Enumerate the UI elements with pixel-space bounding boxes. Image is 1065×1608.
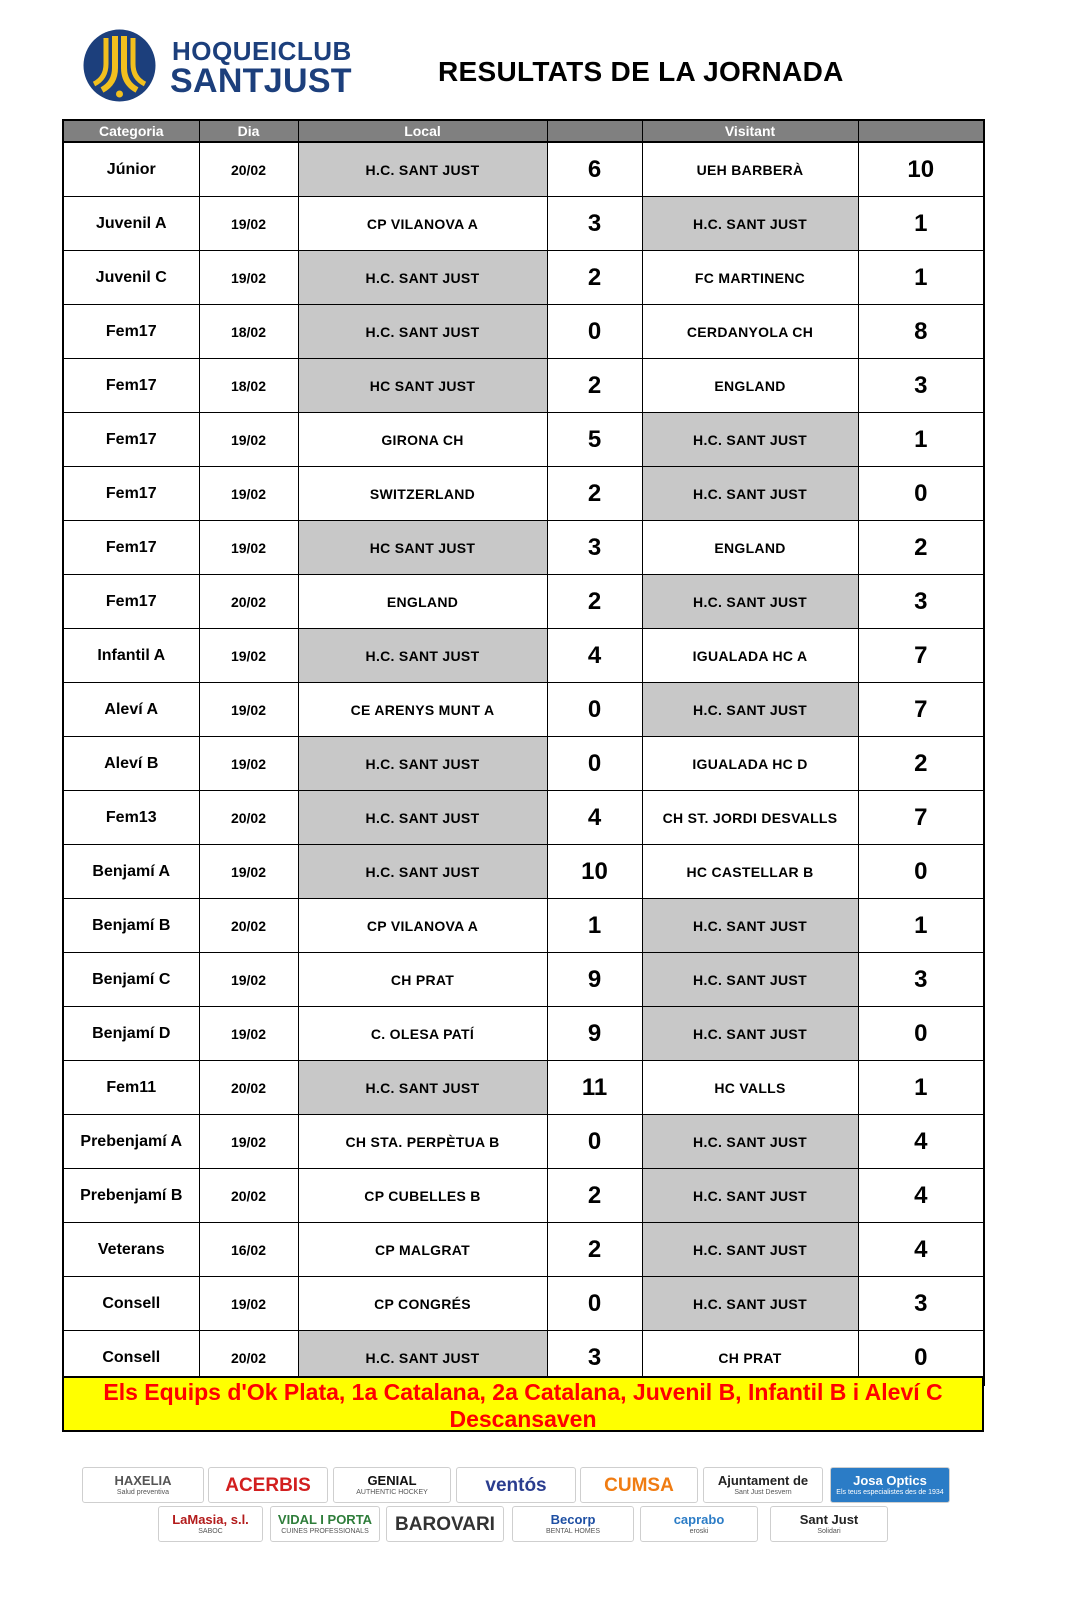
date-cell: 20/02 xyxy=(199,142,298,197)
logo-text-hoqueiclub: HOQUEICLUB xyxy=(172,36,352,66)
note-line-2: Descansaven xyxy=(449,1406,597,1432)
note-line-1: Els Equips d'Ok Plata, 1a Catalana, 2a Catalana, Juvenil B, Infantil B i Aleví C xyxy=(103,1379,943,1405)
local-team-cell: SWITZERLAND xyxy=(298,467,547,521)
table-row xyxy=(63,521,984,575)
visitor-team-cell: H.C. SANT JUST xyxy=(642,575,858,629)
local-score-cell: 2 xyxy=(547,575,642,629)
table-row xyxy=(63,1007,984,1061)
category-cell: Júnior xyxy=(63,142,199,197)
local-score-cell: 1 xyxy=(547,899,642,953)
category-cell: Consell xyxy=(63,1277,199,1331)
local-score-cell: 2 xyxy=(547,359,642,413)
sponsor-name: ventós xyxy=(485,1474,547,1496)
category-cell: Benjamí B xyxy=(63,899,199,953)
visitor-score-cell: 2 xyxy=(858,521,984,575)
local-team-cell: CP VILANOVA A xyxy=(298,899,547,953)
local-team-cell: C. OLESA PATÍ xyxy=(298,1007,547,1061)
date-cell: 16/02 xyxy=(199,1223,298,1277)
local-team-cell: HC SANT JUST xyxy=(298,359,547,413)
column-header-visitor: Visitant xyxy=(642,120,858,142)
sponsor-logo xyxy=(512,1506,634,1542)
local-team-cell: H.C. SANT JUST xyxy=(298,1061,547,1115)
date-cell: 19/02 xyxy=(199,521,298,575)
category-cell: Infantil A xyxy=(63,629,199,683)
local-score-cell: 0 xyxy=(547,737,642,791)
category-cell: Fem17 xyxy=(63,359,199,413)
local-team-cell: H.C. SANT JUST xyxy=(298,791,547,845)
local-score-cell: 5 xyxy=(547,413,642,467)
local-score-cell: 4 xyxy=(547,629,642,683)
visitor-team-cell: H.C. SANT JUST xyxy=(642,953,858,1007)
sponsor-logo xyxy=(333,1467,451,1503)
visitor-team-cell: H.C. SANT JUST xyxy=(642,1223,858,1277)
visitor-team-cell: H.C. SANT JUST xyxy=(642,1115,858,1169)
sponsor-name: Ajuntament de xyxy=(717,1473,809,1488)
visitor-team-cell: HC VALLS xyxy=(642,1061,858,1115)
sponsor-subtitle: SABOC xyxy=(198,1528,223,1535)
results-body xyxy=(63,142,984,1385)
visitor-score-cell: 1 xyxy=(858,899,984,953)
date-cell: 20/02 xyxy=(199,575,298,629)
local-score-cell: 11 xyxy=(547,1061,642,1115)
visitor-team-cell: H.C. SANT JUST xyxy=(642,467,858,521)
visitor-score-cell: 1 xyxy=(858,413,984,467)
category-cell: Juvenil A xyxy=(63,197,199,251)
category-cell: Fem17 xyxy=(63,521,199,575)
visitor-team-cell: H.C. SANT JUST xyxy=(642,197,858,251)
sponsor-name: caprabo xyxy=(673,1512,725,1527)
local-score-cell: 2 xyxy=(547,1169,642,1223)
table-row xyxy=(63,575,984,629)
local-team-cell: H.C. SANT JUST xyxy=(298,305,547,359)
column-header-visitor-score xyxy=(858,120,984,142)
date-cell: 18/02 xyxy=(199,305,298,359)
date-cell: 20/02 xyxy=(199,1169,298,1223)
local-team-cell: CP CONGRÉS xyxy=(298,1277,547,1331)
visitor-team-cell: CERDANYOLA CH xyxy=(642,305,858,359)
category-cell: Fem17 xyxy=(63,575,199,629)
table-row xyxy=(63,467,984,521)
sponsor-logo xyxy=(830,1467,950,1503)
visitor-team-cell: H.C. SANT JUST xyxy=(642,1007,858,1061)
category-cell: Benjamí D xyxy=(63,1007,199,1061)
local-score-cell: 0 xyxy=(547,683,642,737)
date-cell: 18/02 xyxy=(199,359,298,413)
sponsor-subtitle: Sant Just Desvern xyxy=(734,1489,792,1496)
visitor-score-cell: 4 xyxy=(858,1223,984,1277)
date-cell: 20/02 xyxy=(199,899,298,953)
table-row xyxy=(63,845,984,899)
visitor-score-cell: 7 xyxy=(858,791,984,845)
visitor-team-cell: H.C. SANT JUST xyxy=(642,683,858,737)
date-cell: 19/02 xyxy=(199,1277,298,1331)
local-score-cell: 6 xyxy=(547,142,642,197)
club-logo xyxy=(82,28,382,103)
local-team-cell: H.C. SANT JUST xyxy=(298,629,547,683)
category-cell: Aleví A xyxy=(63,683,199,737)
sponsor-name: Becorp xyxy=(550,1512,596,1527)
sponsor-subtitle: BENTAL HOMES xyxy=(545,1528,601,1535)
local-score-cell: 0 xyxy=(547,1277,642,1331)
sponsor-subtitle: Salud preventiva xyxy=(116,1489,170,1496)
local-team-cell: CE ARENYS MUNT A xyxy=(298,683,547,737)
table-row xyxy=(63,1169,984,1223)
table-row xyxy=(63,413,984,467)
visitor-score-cell: 10 xyxy=(858,142,984,197)
visitor-score-cell: 4 xyxy=(858,1115,984,1169)
logo-text-santjust: SANTJUST xyxy=(170,62,352,100)
category-cell: Fem11 xyxy=(63,1061,199,1115)
column-header-category: Categoria xyxy=(63,120,199,142)
visitor-score-cell: 3 xyxy=(858,359,984,413)
date-cell: 20/02 xyxy=(199,1061,298,1115)
sponsor-logo xyxy=(208,1467,328,1503)
local-team-cell: CH STA. PERPÈTUA B xyxy=(298,1115,547,1169)
sponsor-name: VIDAL I PORTA xyxy=(277,1512,373,1527)
sponsor-name: CUMSA xyxy=(604,1474,674,1496)
date-cell: 19/02 xyxy=(199,845,298,899)
visitor-team-cell: H.C. SANT JUST xyxy=(642,413,858,467)
visitor-team-cell: CH PRAT xyxy=(642,1331,858,1386)
table-row xyxy=(63,899,984,953)
date-cell: 19/02 xyxy=(199,1007,298,1061)
results-table xyxy=(62,119,985,1386)
sponsor-subtitle: eroski xyxy=(689,1528,709,1535)
local-score-cell: 3 xyxy=(547,197,642,251)
sponsor-name: LaMasia, s.l. xyxy=(172,1512,249,1527)
sponsor-subtitle: CUINES PROFESSIONALS xyxy=(281,1528,369,1535)
local-score-cell: 3 xyxy=(547,1331,642,1386)
visitor-team-cell: H.C. SANT JUST xyxy=(642,899,858,953)
visitor-score-cell: 0 xyxy=(858,1007,984,1061)
visitor-team-cell: UEH BARBERÀ xyxy=(642,142,858,197)
visitor-score-cell: 0 xyxy=(858,845,984,899)
sponsor-logo xyxy=(158,1506,263,1542)
local-score-cell: 0 xyxy=(547,305,642,359)
category-cell: Fem17 xyxy=(63,413,199,467)
sponsor-logo xyxy=(770,1506,888,1542)
category-cell: Fem13 xyxy=(63,791,199,845)
column-header-date: Dia xyxy=(199,120,298,142)
visitor-team-cell: FC MARTINENC xyxy=(642,251,858,305)
local-team-cell: CP VILANOVA A xyxy=(298,197,547,251)
club-emblem-icon xyxy=(82,28,157,103)
local-team-cell: H.C. SANT JUST xyxy=(298,251,547,305)
local-score-cell: 9 xyxy=(547,953,642,1007)
table-row xyxy=(63,683,984,737)
visitor-score-cell: 1 xyxy=(858,197,984,251)
local-team-cell: H.C. SANT JUST xyxy=(298,737,547,791)
date-cell: 19/02 xyxy=(199,953,298,1007)
sponsor-subtitle: AUTHENTIC HOCKEY xyxy=(356,1489,428,1496)
column-header-local-score xyxy=(547,120,642,142)
visitor-score-cell: 1 xyxy=(858,251,984,305)
sponsor-subtitle: Solidari xyxy=(817,1528,841,1535)
local-score-cell: 2 xyxy=(547,1223,642,1277)
category-cell: Fem17 xyxy=(63,305,199,359)
visitor-team-cell: ENGLAND xyxy=(642,521,858,575)
date-cell: 19/02 xyxy=(199,737,298,791)
category-cell: Benjamí C xyxy=(63,953,199,1007)
local-score-cell: 3 xyxy=(547,521,642,575)
local-team-cell: CH PRAT xyxy=(298,953,547,1007)
visitor-team-cell: ENGLAND xyxy=(642,359,858,413)
visitor-score-cell: 2 xyxy=(858,737,984,791)
rest-teams-note xyxy=(62,1376,984,1432)
visitor-score-cell: 1 xyxy=(858,1061,984,1115)
table-row xyxy=(63,629,984,683)
date-cell: 19/02 xyxy=(199,629,298,683)
table-row xyxy=(63,251,984,305)
sponsor-name: Sant Just xyxy=(799,1512,859,1527)
table-row xyxy=(63,1277,984,1331)
local-team-cell: HC SANT JUST xyxy=(298,521,547,575)
category-cell: Prebenjamí B xyxy=(63,1169,199,1223)
local-team-cell: CP CUBELLES B xyxy=(298,1169,547,1223)
sponsor-logo xyxy=(580,1467,698,1503)
sponsor-logo xyxy=(386,1506,504,1542)
visitor-team-cell: H.C. SANT JUST xyxy=(642,1169,858,1223)
sponsor-logo xyxy=(703,1467,823,1503)
sponsor-name: GENIAL xyxy=(367,1473,417,1488)
visitor-team-cell: H.C. SANT JUST xyxy=(642,1277,858,1331)
sponsor-name: HAXELIA xyxy=(114,1473,172,1488)
visitor-score-cell: 4 xyxy=(858,1169,984,1223)
category-cell: Benjamí A xyxy=(63,845,199,899)
date-cell: 19/02 xyxy=(199,413,298,467)
local-score-cell: 0 xyxy=(547,1115,642,1169)
local-score-cell: 10 xyxy=(547,845,642,899)
local-team-cell: ENGLAND xyxy=(298,575,547,629)
visitor-score-cell: 3 xyxy=(858,953,984,1007)
visitor-score-cell: 7 xyxy=(858,683,984,737)
table-row xyxy=(63,197,984,251)
visitor-score-cell: 0 xyxy=(858,467,984,521)
local-score-cell: 4 xyxy=(547,791,642,845)
column-header-local: Local xyxy=(298,120,547,142)
sponsor-name: Josa Optics xyxy=(853,1473,927,1488)
date-cell: 19/02 xyxy=(199,1115,298,1169)
table-row xyxy=(63,737,984,791)
table-row xyxy=(63,1061,984,1115)
visitor-score-cell: 3 xyxy=(858,1277,984,1331)
date-cell: 19/02 xyxy=(199,251,298,305)
local-team-cell: H.C. SANT JUST xyxy=(298,845,547,899)
visitor-team-cell: IGUALADA HC D xyxy=(642,737,858,791)
page-title: RESULTATS DE LA JORNADA xyxy=(438,56,844,87)
table-header-row xyxy=(63,120,984,142)
date-cell: 20/02 xyxy=(199,1331,298,1386)
category-cell: Juvenil C xyxy=(63,251,199,305)
sponsor-name: BAROVARI xyxy=(395,1513,495,1535)
category-cell: Aleví B xyxy=(63,737,199,791)
sponsor-logo xyxy=(640,1506,758,1542)
local-team-cell: H.C. SANT JUST xyxy=(298,1331,547,1386)
table-row xyxy=(63,305,984,359)
local-team-cell: CP MALGRAT xyxy=(298,1223,547,1277)
date-cell: 19/02 xyxy=(199,467,298,521)
sponsor-name: ACERBIS xyxy=(225,1474,311,1496)
table-row xyxy=(63,791,984,845)
visitor-score-cell: 0 xyxy=(858,1331,984,1386)
sponsor-logo xyxy=(82,1467,204,1503)
table-row xyxy=(63,1223,984,1277)
category-cell: Prebenjamí A xyxy=(63,1115,199,1169)
local-score-cell: 2 xyxy=(547,467,642,521)
date-cell: 20/02 xyxy=(199,791,298,845)
visitor-team-cell: HC CASTELLAR B xyxy=(642,845,858,899)
local-team-cell: GIRONA CH xyxy=(298,413,547,467)
category-cell: Fem17 xyxy=(63,467,199,521)
local-score-cell: 2 xyxy=(547,251,642,305)
table-row xyxy=(63,953,984,1007)
table-row xyxy=(63,142,984,197)
sponsor-logo xyxy=(270,1506,380,1542)
visitor-score-cell: 8 xyxy=(858,305,984,359)
category-cell: Veterans xyxy=(63,1223,199,1277)
category-cell: Consell xyxy=(63,1331,199,1386)
date-cell: 19/02 xyxy=(199,683,298,737)
table-row xyxy=(63,359,984,413)
visitor-team-cell: IGUALADA HC A xyxy=(642,629,858,683)
sponsor-logo xyxy=(456,1467,576,1503)
visitor-score-cell: 7 xyxy=(858,629,984,683)
visitor-score-cell: 3 xyxy=(858,575,984,629)
visitor-team-cell: CH ST. JORDI DESVALLS xyxy=(642,791,858,845)
sponsor-subtitle: Els teus especialistes des de 1934 xyxy=(836,1489,944,1496)
date-cell: 19/02 xyxy=(199,197,298,251)
table-row xyxy=(63,1115,984,1169)
local-score-cell: 9 xyxy=(547,1007,642,1061)
local-team-cell: H.C. SANT JUST xyxy=(298,142,547,197)
